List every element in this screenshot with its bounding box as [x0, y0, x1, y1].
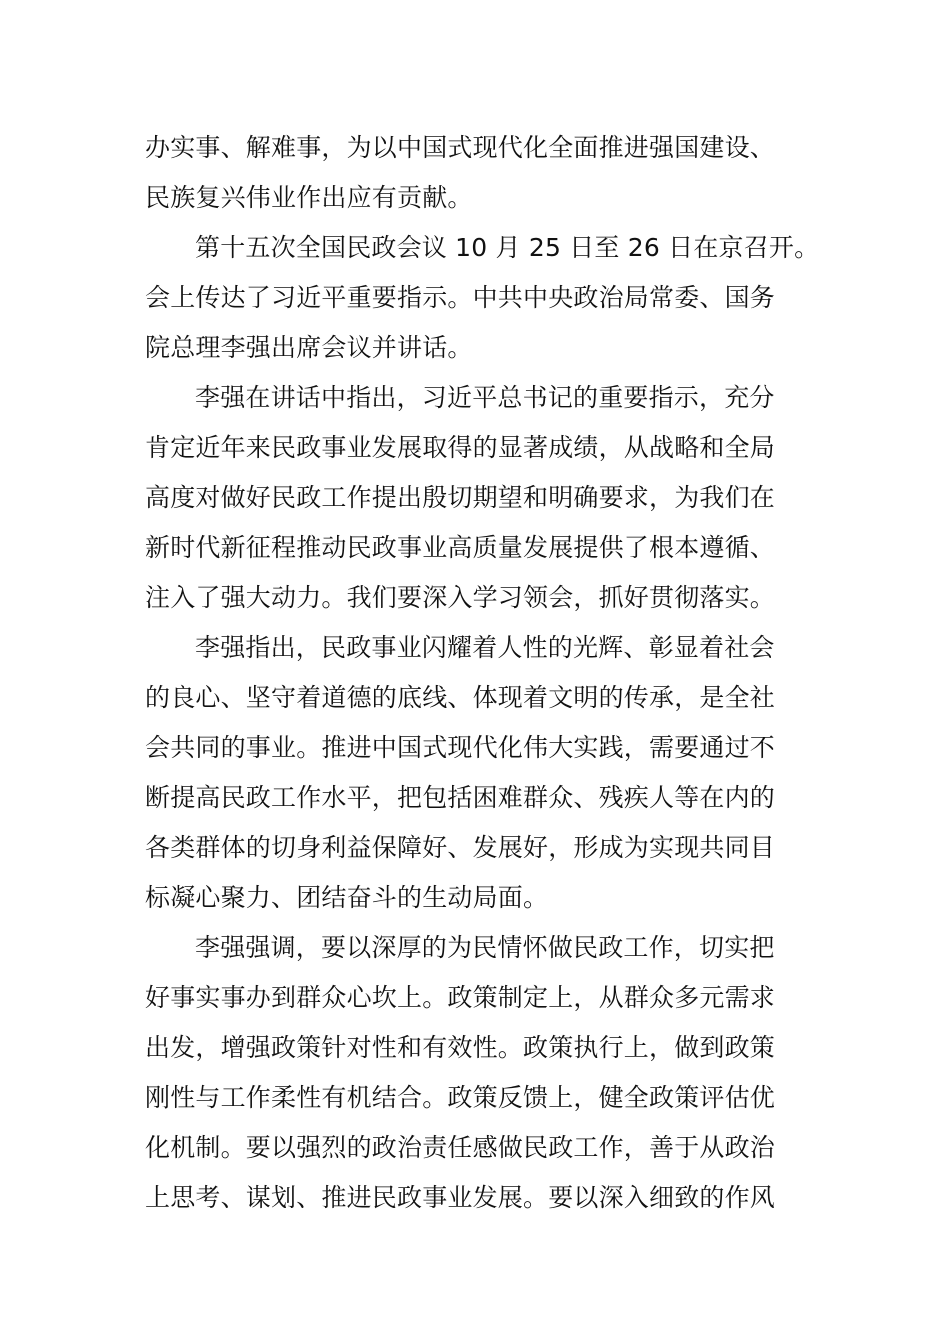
text-line: 会共同的事业。推进中国式现代化伟大实践，需要通过不 [145, 733, 776, 762]
text-line: 注入了强大动力。我们要深入学习领会，抓好贯彻落实。 [145, 583, 776, 612]
text-line: 会上传达了习近平重要指示。中共中央政治局常委、国务 [145, 283, 776, 312]
text-line: 民族复兴伟业作出应有贡献。 [145, 183, 473, 212]
text-line: 肯定近年来民政事业发展取得的显著成绩，从战略和全局 [145, 433, 776, 462]
paragraph-start-line: 李强强调，要以深厚的为民情怀做民政工作，切实把 [195, 933, 775, 962]
paragraph-start-line: 李强指出，民政事业闪耀着人性的光辉、彰显着社会 [195, 633, 775, 662]
paragraph-start-line: 李强在讲话中指出，习近平总书记的重要指示，充分 [195, 383, 775, 412]
paragraph-start-line: 第十五次全国民政会议 10 月 25 日至 26 日在京召开。 [195, 233, 820, 262]
text-line: 高度对做好民政工作提出殷切期望和明确要求，为我们在 [145, 483, 776, 512]
text-line: 标凝心聚力、团结奋斗的生动局面。 [145, 883, 549, 912]
text-line: 的良心、坚守着道德的底线、体现着文明的传承，是全社 [145, 683, 776, 712]
text-line: 新时代新征程推动民政事业高质量发展提供了根本遵循、 [145, 533, 776, 562]
text-line: 上思考、谋划、推进民政事业发展。要以深入细致的作风 [145, 1183, 776, 1212]
text-line: 院总理李强出席会议并讲话。 [145, 333, 473, 362]
text-line: 办实事、解难事，为以中国式现代化全面推进强国建设、 [145, 133, 776, 162]
text-line: 化机制。要以强烈的政治责任感做民政工作，善于从政治 [145, 1133, 776, 1162]
text-line: 刚性与工作柔性有机结合。政策反馈上，健全政策评估优 [145, 1083, 776, 1112]
text-line: 各类群体的切身利益保障好、发展好，形成为实现共同目 [145, 833, 776, 862]
text-line: 好事实事办到群众心坎上。政策制定上，从群众多元需求 [145, 983, 776, 1012]
text-line: 断提高民政工作水平，把包括困难群众、残疾人等在内的 [145, 783, 776, 812]
text-line: 出发，增强政策针对性和有效性。政策执行上，做到政策 [145, 1033, 776, 1062]
